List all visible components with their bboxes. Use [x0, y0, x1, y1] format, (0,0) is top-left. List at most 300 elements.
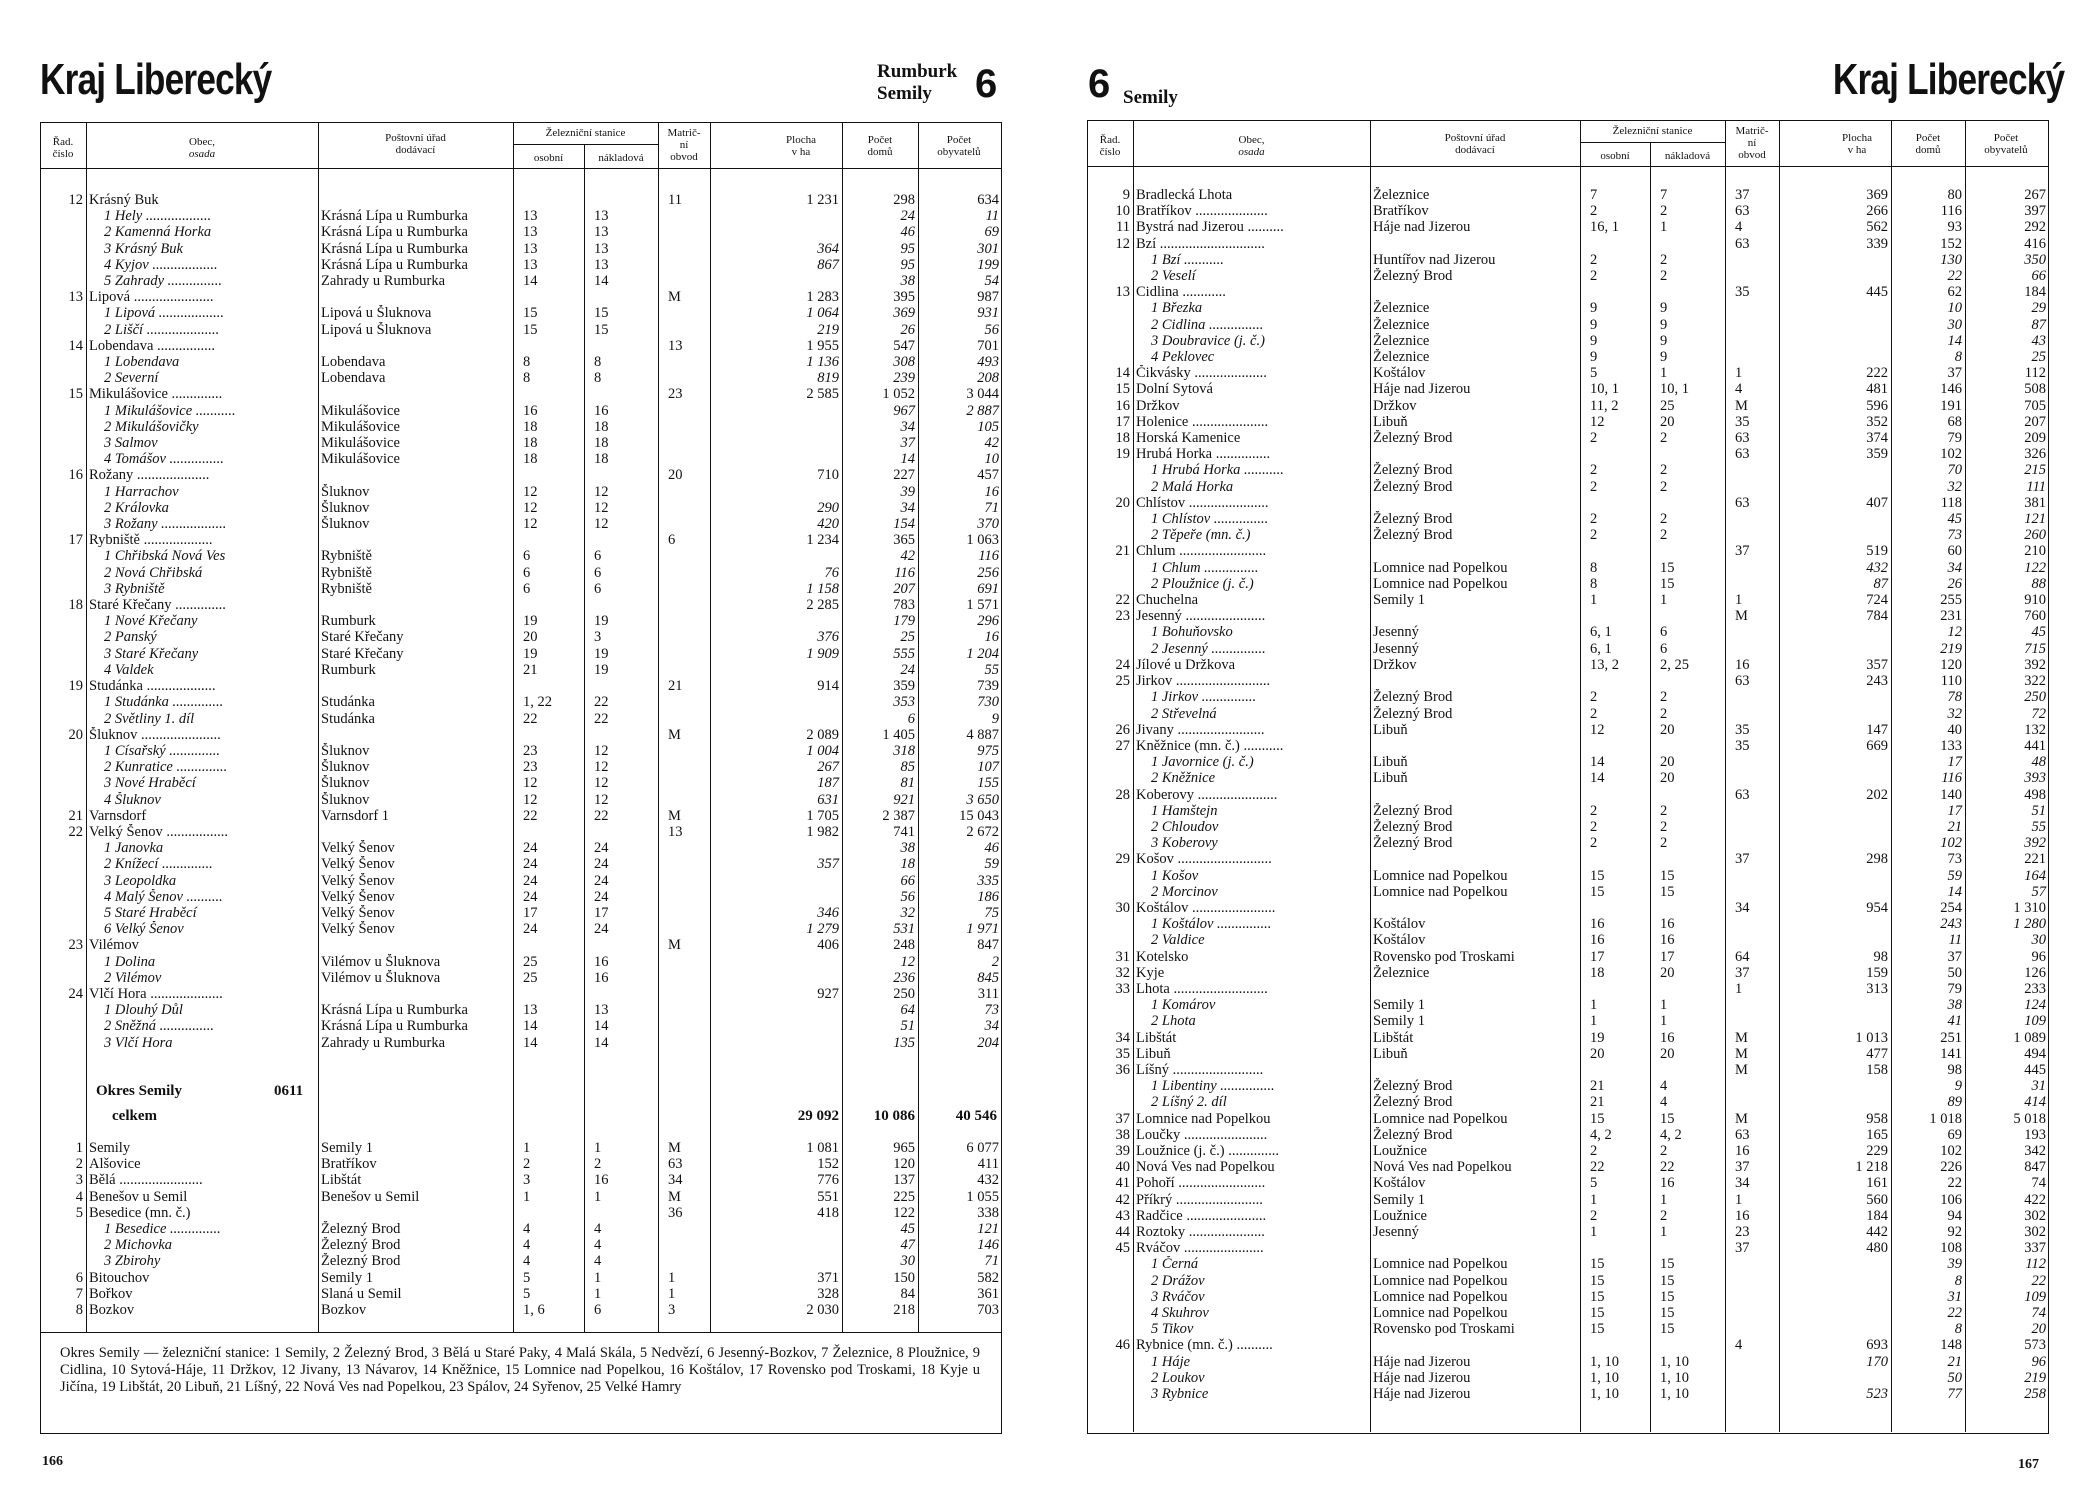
cell-nakladova: 20: [1660, 964, 1675, 981]
cell-posta: Železnice: [1373, 300, 1430, 317]
cell-obec: Jivany ........................: [1136, 721, 1265, 738]
cell-matr: 35: [1735, 413, 1750, 430]
cell-matr: [658, 743, 710, 759]
table-row: [40, 1156, 1002, 1172]
cell-obec: 2 Jesenný ...............: [1151, 640, 1266, 657]
cell-rad: [40, 759, 86, 775]
cell-osobni: [1580, 236, 1650, 252]
cell-osobni: 2: [1590, 430, 1598, 447]
table-row: [40, 532, 1002, 548]
cell-osobni: 1: [1590, 592, 1598, 609]
cell-rad: 26: [1115, 721, 1130, 738]
cell-domu: 47: [900, 1237, 915, 1254]
cell-plocha: [710, 840, 842, 856]
cell-domu: 79: [1947, 980, 1962, 997]
cell-obec: Bystrá nad Jizerou ..........: [1136, 219, 1284, 236]
cell-obec: Bitouchov: [89, 1269, 150, 1286]
cell-plocha: [1779, 1370, 1891, 1386]
cell-rad: [1087, 1094, 1133, 1110]
cell-plocha: 2 030: [806, 1302, 839, 1319]
cell-posta: Železný Brod: [1373, 1126, 1453, 1143]
table-row: [1087, 819, 2049, 835]
cell-obyv: 208: [977, 370, 999, 387]
cell-plocha: 477: [1866, 1045, 1888, 1062]
cell-domu: 62: [1947, 284, 1962, 301]
cell-domu: 68: [1947, 413, 1962, 430]
cell-obyv: 634: [977, 192, 999, 208]
cell-rad: [40, 241, 86, 257]
cell-plocha: [1779, 479, 1891, 495]
cell-nakladova: [584, 192, 658, 208]
header-rule: [40, 168, 1002, 169]
cell-domu: 116: [1941, 770, 1962, 787]
cell-rad: 29: [1115, 851, 1130, 868]
cell-obec: Vlčí Hora ....................: [89, 985, 223, 1002]
cell-domu: 1 405: [882, 726, 915, 743]
cell-matr: 37: [1735, 1240, 1750, 1257]
hdr-domu: Počet domů: [867, 134, 893, 158]
cell-nakladova: 18: [594, 435, 609, 452]
cell-obyv: 987: [977, 289, 999, 306]
cell-matr: 63: [1735, 446, 1750, 463]
cell-obyv: 397: [2024, 203, 2046, 220]
cell-rad: [40, 905, 86, 921]
cell-nakladova: 9: [1660, 349, 1668, 366]
table-row: [40, 257, 1002, 273]
table-row: [40, 565, 1002, 581]
cell-osobni: 13, 2: [1590, 656, 1619, 673]
cell-obec: 2 Vilémov: [104, 969, 162, 986]
cell-plocha: 374: [1866, 430, 1888, 447]
cell-domu: 14: [1947, 883, 1962, 900]
cell-posta: Lomnice nad Popelkou: [1373, 1305, 1508, 1322]
cell-posta: [1370, 851, 1580, 867]
cell-plocha: [1779, 932, 1891, 948]
cell-posta: [318, 824, 513, 840]
okres-name: Okres Semily: [96, 1083, 182, 1099]
cell-rad: [1087, 1289, 1133, 1305]
cell-osobni: 4, 2: [1590, 1126, 1612, 1143]
cell-domu: 22: [1947, 1175, 1962, 1192]
cell-obyv: 256: [977, 564, 999, 581]
cell-nakladova: 2: [1660, 203, 1668, 220]
hdr-rad: Řad. číslo: [52, 136, 74, 160]
cell-obyv: 311: [977, 985, 999, 1002]
cell-rad: 23: [1115, 608, 1130, 625]
cell-posta: Držkov: [1373, 656, 1417, 673]
cell-osobni: 23: [523, 742, 538, 759]
cell-obec: 2 Nová Chřibská: [104, 564, 203, 581]
cell-obyv: 701: [977, 337, 999, 354]
cell-domu: 965: [893, 1140, 915, 1156]
cell-rad: [40, 840, 86, 856]
table-row: [40, 646, 1002, 662]
cell-obyv: 494: [2024, 1045, 2046, 1062]
cell-obec: Semily: [89, 1140, 131, 1156]
cell-obyv: 422: [2024, 1191, 2046, 1208]
cell-posta: Háje nad Jizerou: [1373, 381, 1471, 398]
cell-domu: 248: [893, 937, 915, 954]
cell-rad: 12: [68, 192, 83, 208]
cell-rad: 14: [1115, 365, 1130, 382]
cell-posta: Šluknov: [321, 759, 370, 776]
cell-matr: 35: [1735, 284, 1750, 301]
table-row: [1087, 835, 2049, 851]
table-row: [1087, 511, 2049, 527]
cell-nakladova: 2: [1660, 511, 1668, 528]
table-row: [40, 840, 1002, 856]
cell-domu: 46: [900, 224, 915, 241]
cell-rad: 41: [1115, 1175, 1130, 1192]
cell-rad: 13: [68, 289, 83, 306]
cell-domu: 64: [900, 1002, 915, 1019]
cell-matr: [658, 1253, 710, 1269]
cell-obec: Hrubá Horka ...............: [1136, 446, 1271, 463]
cell-domu: 150: [893, 1269, 915, 1286]
cell-posta: [1370, 1337, 1580, 1353]
cell-osobni: 22: [1590, 1159, 1605, 1176]
cell-posta: Rumburk: [321, 661, 376, 678]
cell-obyv: 75: [984, 904, 999, 921]
cell-obyv: 739: [977, 678, 999, 695]
cell-rad: 28: [1115, 786, 1130, 803]
cell-domu: 38: [1947, 997, 1962, 1014]
cell-nakladova: [584, 386, 658, 402]
cell-nakladova: [584, 289, 658, 305]
cell-obec: Pohoří ........................: [1136, 1175, 1266, 1192]
cell-nakladova: 2: [1660, 1142, 1668, 1159]
cell-domu: 81: [900, 775, 915, 792]
cell-nakladova: 6: [594, 548, 602, 565]
cell-posta: [1370, 495, 1580, 511]
table-row: [1087, 1062, 2049, 1078]
cell-domu: 122: [893, 1204, 915, 1221]
cell-nakladova: 16: [594, 969, 609, 986]
cell-rad: 35: [1115, 1045, 1130, 1062]
cell-obyv: 2 672: [966, 823, 999, 840]
table-row: [40, 824, 1002, 840]
cell-domu: 318: [893, 742, 915, 759]
table-row: [1087, 1046, 2049, 1062]
cell-matr: [1725, 300, 1779, 316]
cell-osobni: 8: [1590, 575, 1598, 592]
cell-plocha: [710, 873, 842, 889]
cell-matr: [1725, 462, 1779, 478]
table-row: [1087, 1289, 2049, 1305]
cell-osobni: 18: [523, 418, 538, 435]
cell-obyv: 15 043: [959, 807, 999, 824]
cell-domu: 38: [900, 840, 915, 857]
hdr-matr: Matrič- ní obvod: [667, 127, 701, 163]
cell-osobni: [513, 937, 584, 953]
cell-osobni: 2: [1590, 1142, 1598, 1159]
cell-obyv: 51: [2031, 802, 2046, 819]
cell-plocha: 1 705: [806, 807, 839, 824]
cell-rad: [1087, 268, 1133, 284]
table-row: [40, 354, 1002, 370]
cell-posta: Železnice: [1373, 964, 1430, 981]
cell-rad: [1087, 300, 1133, 316]
cell-domu: 37: [1947, 948, 1962, 965]
cell-obyv: 441: [2024, 737, 2046, 754]
cell-obyv: 22: [2031, 1272, 2046, 1289]
cell-posta: [1370, 543, 1580, 559]
cell-obec: 2 Knížecí ..............: [104, 856, 213, 873]
cell-matr: M: [1735, 608, 1748, 625]
cell-posta: Lomnice nad Popelkou: [1373, 883, 1508, 900]
cell-posta: Koštálov: [1373, 916, 1426, 933]
table-row: [40, 192, 1002, 208]
cell-obec: Kněžnice (mn. č.) ...........: [1136, 737, 1284, 754]
cell-matr: [1725, 479, 1779, 495]
cell-osobni: 2: [1590, 818, 1598, 835]
cell-obyv: 1 089: [2013, 1029, 2046, 1046]
cell-osobni: [1580, 787, 1650, 803]
cell-rad: 7: [75, 1285, 83, 1302]
cell-nakladova: 12: [594, 791, 609, 808]
cell-obec: 2 Kněžnice: [1151, 770, 1216, 787]
cell-rad: 37: [1115, 1110, 1130, 1127]
cell-obyv: 3 044: [966, 386, 999, 403]
cell-rad: 38: [1115, 1126, 1130, 1143]
cell-matr: 4: [1735, 219, 1743, 236]
cell-nakladova: 1: [594, 1140, 602, 1156]
table-row: [1087, 1256, 2049, 1272]
cell-obyv: 121: [977, 1221, 999, 1238]
cell-osobni: 20: [1590, 1045, 1605, 1062]
cell-rad: [1087, 932, 1133, 948]
cell-obyv: 250: [2024, 689, 2046, 706]
table-row: [40, 1221, 1002, 1237]
table-row: [40, 208, 1002, 224]
cell-matr: [1725, 1370, 1779, 1386]
cell-obec: Rváčov ......................: [1136, 1240, 1264, 1257]
table-row: [1087, 495, 2049, 511]
cell-nakladova: 1: [1660, 365, 1668, 382]
cell-rad: [1087, 706, 1133, 722]
cell-domu: 141: [1940, 1045, 1962, 1062]
cell-osobni: 15: [1590, 1305, 1605, 1322]
cell-obec: 1 Studánka ..............: [104, 694, 224, 711]
cell-obec: 4 Valdek: [104, 661, 154, 678]
cell-obyv: 219: [2024, 1369, 2046, 1386]
cell-posta: Železnice: [1373, 332, 1430, 349]
cell-nakladova: 15: [594, 305, 609, 322]
cell-obyv: 71: [984, 499, 999, 516]
cell-obyv: 432: [977, 1172, 999, 1189]
cell-plocha: 1 283: [806, 289, 839, 306]
cell-obec: Libštát: [1136, 1029, 1177, 1046]
cell-obec: 1 Hely ..................: [104, 208, 212, 225]
cell-rad: 5: [75, 1204, 83, 1221]
table-row: [1087, 349, 2049, 365]
cell-osobni: 1, 22: [523, 694, 552, 711]
cell-nakladova: 22: [594, 710, 609, 727]
cell-posta: [318, 727, 513, 743]
cell-posta: Nová Ves nad Popelkou: [1373, 1159, 1512, 1176]
cell-nakladova: [584, 338, 658, 354]
cell-plocha: 170: [1866, 1353, 1888, 1370]
cell-osobni: 2: [1590, 527, 1598, 544]
cell-rad: [40, 435, 86, 451]
table-row: [40, 597, 1002, 613]
cell-obec: 1 Chřibská Nová Ves: [104, 548, 226, 565]
cell-obec: Jílové u Držkova: [1136, 656, 1236, 673]
cell-domu: 102: [1940, 1142, 1962, 1159]
cell-obyv: 393: [2024, 770, 2046, 787]
cell-domu: 231: [1940, 608, 1962, 625]
cell-plocha: 229: [1866, 1142, 1888, 1159]
cell-matr: [658, 1221, 710, 1237]
cell-obec: 1 Jirkov ...............: [1151, 689, 1257, 706]
cell-obyv: 109: [2024, 1013, 2046, 1030]
cell-matr: [658, 1002, 710, 1018]
cell-obec: Bradlecká Lhota: [1136, 187, 1233, 203]
cell-plocha: 406: [817, 937, 839, 954]
cell-rad: 24: [68, 985, 83, 1002]
cell-rad: 31: [1115, 948, 1130, 965]
cell-nakladova: 12: [594, 499, 609, 516]
cell-matr: [658, 694, 710, 710]
cell-osobni: 12: [523, 775, 538, 792]
cell-obyv: 112: [2025, 1256, 2046, 1273]
cell-rad: [40, 257, 86, 273]
cell-plocha: [710, 1018, 842, 1034]
hdr-posta: Poštovní úřad dodávací: [385, 132, 446, 156]
cell-plocha: 519: [1866, 543, 1888, 560]
cell-obyv: 5 018: [2013, 1110, 2046, 1127]
cell-rad: [1087, 576, 1133, 592]
table-row: [1087, 1143, 2049, 1159]
cell-posta: Semily 1: [321, 1269, 373, 1286]
cell-rad: 14: [68, 337, 83, 354]
cell-nakladova: 6: [594, 580, 602, 597]
cell-obec: 2 Drážov: [1151, 1272, 1205, 1289]
cell-nakladova: 2: [1660, 802, 1668, 819]
cell-rad: 17: [1115, 413, 1130, 430]
cell-obyv: 703: [977, 1302, 999, 1319]
table-row: [1087, 608, 2049, 624]
cell-obec: 1 Komárov: [1151, 997, 1216, 1014]
cell-obec: Bozkov: [89, 1302, 135, 1319]
table-row: [1087, 1273, 2049, 1289]
cell-plocha: [1779, 1273, 1891, 1289]
cell-obyv: 335: [977, 872, 999, 889]
cell-osobni: 2: [1590, 462, 1598, 479]
cell-osobni: 8: [523, 370, 531, 387]
cell-matr: 23: [668, 386, 683, 403]
cell-matr: [658, 322, 710, 338]
cell-obyv: 87: [2031, 316, 2046, 333]
cell-plocha: 1 955: [806, 337, 839, 354]
cell-obyv: 457: [977, 467, 999, 484]
cell-domu: 14: [1947, 332, 1962, 349]
cell-obyv: 73: [984, 1002, 999, 1019]
cell-nakladova: 6: [594, 564, 602, 581]
cell-matr: 63: [1735, 235, 1750, 252]
cell-obec: 1 Janovka: [104, 840, 164, 857]
cell-matr: [1725, 576, 1779, 592]
cell-obyv: 124: [2024, 997, 2046, 1014]
cell-domu: 66: [900, 872, 915, 889]
cell-osobni: [513, 1205, 584, 1221]
cell-obec: Chuchelna: [1136, 592, 1199, 609]
cell-rad: [1087, 1013, 1133, 1029]
table-row: [1087, 900, 2049, 916]
table-row: [1087, 932, 2049, 948]
table-row: [40, 759, 1002, 775]
table-row: [1087, 997, 2049, 1013]
cell-osobni: 2: [1590, 1207, 1598, 1224]
cell-nakladova: 20: [1660, 1045, 1675, 1062]
cell-nakladova: 2: [1660, 689, 1668, 706]
cell-obyv: 54: [984, 273, 999, 290]
cell-plocha: [1779, 997, 1891, 1013]
cell-domu: 1 018: [1929, 1110, 1962, 1127]
cell-plocha: 357: [1866, 656, 1888, 673]
table-row: [1087, 673, 2049, 689]
cell-domu: 78: [1947, 689, 1962, 706]
cell-domu: 255: [1940, 592, 1962, 609]
table-row: [40, 1270, 1002, 1286]
cell-domu: 120: [1940, 656, 1962, 673]
cell-matr: [658, 775, 710, 791]
cell-plocha: [710, 613, 842, 629]
cell-nakladova: 15: [594, 321, 609, 338]
cell-obec: 1 Lipová ..................: [104, 305, 225, 322]
cell-plocha: [710, 694, 842, 710]
table-row: [40, 711, 1002, 727]
cell-posta: Krásná Lípa u Rumburka: [321, 240, 468, 257]
cell-osobni: 2: [1590, 203, 1598, 220]
cell-matr: 63: [1735, 673, 1750, 690]
cell-obyv: 199: [977, 256, 999, 273]
cell-rad: [40, 1018, 86, 1034]
cell-obyv: 847: [2024, 1159, 2046, 1176]
cell-matr: [658, 840, 710, 856]
page-folio: 167: [2018, 1457, 2039, 1472]
table-row: [40, 1286, 1002, 1302]
table-row: [1087, 527, 2049, 543]
cell-domu: 79: [1947, 430, 1962, 447]
table-row: [40, 386, 1002, 402]
cell-nakladova: 4: [594, 1253, 602, 1270]
cell-posta: Železný Brod: [1373, 705, 1453, 722]
cell-domu: 34: [900, 418, 915, 435]
cell-matr: [1725, 527, 1779, 543]
hdr-domu: Počet domů: [1915, 132, 1941, 156]
cell-matr: [658, 305, 710, 321]
cell-plocha: [710, 954, 842, 970]
cell-obec: 1 Císařský ..............: [104, 742, 220, 759]
cell-nakladova: [1650, 738, 1725, 754]
cell-matr: M: [668, 726, 681, 743]
cell-obec: 1 Hrubá Horka ...........: [1151, 462, 1284, 479]
cell-domu: 39: [1947, 1256, 1962, 1273]
cell-obec: 3 Vlčí Hora: [104, 1034, 173, 1051]
cell-obyv: 74: [2031, 1305, 2046, 1322]
cell-matr: M: [668, 1188, 681, 1205]
cell-plocha: 1 234: [806, 532, 839, 549]
cell-nakladova: [1650, 851, 1725, 867]
table-row: [1087, 1175, 2049, 1191]
cell-plocha: 184: [1866, 1207, 1888, 1224]
cell-rad: 43: [1115, 1207, 1130, 1224]
cell-domu: 24: [900, 208, 915, 225]
cell-posta: Lomnice nad Popelkou: [1373, 559, 1508, 576]
table-row: [1087, 624, 2049, 640]
cell-domu: 130: [1940, 251, 1962, 268]
